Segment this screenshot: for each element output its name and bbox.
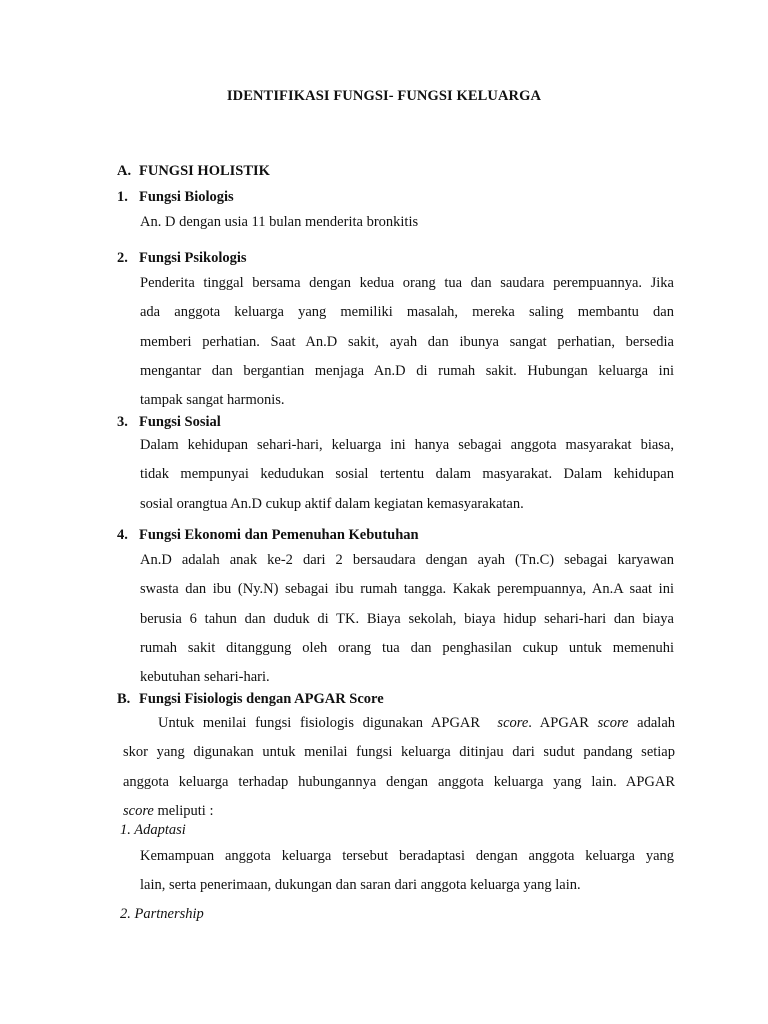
intro-text: . APGAR <box>528 715 589 731</box>
intro-italic-score: score <box>497 715 529 731</box>
intro-text: Untuk menilai fungsi fisiologis digunakan APGAR <box>158 715 481 731</box>
section-a-title: FUNGSI HOLISTIK <box>139 163 270 179</box>
paragraph-line: rumah sakit ditanggung oleh orang tua dan penghasilan cukup untuk memenuhi <box>140 639 674 656</box>
adaptasi-paragraph <box>140 842 674 901</box>
paragraph-line: Penderita tinggal bersama dengan kedua orang tua dan saudara perempuannya. Jika <box>140 275 674 291</box>
item-2-number: 2. <box>117 250 128 266</box>
paragraph-line: swasta dan ibu (Ny.N) sebagai ibu rumah tangga. Kakak perempuannya, An.A saat ini <box>140 581 674 598</box>
intro-text: adalah <box>637 715 676 731</box>
intro-line-4 <box>123 797 675 826</box>
item-3-title: Fungsi Sosial <box>139 414 221 430</box>
item-4-heading <box>117 527 419 544</box>
item-1-heading <box>117 189 234 206</box>
intro-text: meliputi : <box>157 802 214 819</box>
paragraph-line: tampak sangat harmonis. <box>140 392 285 409</box>
item-2-heading <box>117 250 247 267</box>
paragraph-line: Kemampuan anggota keluarga tersebut beradaptasi dengan anggota keluarga yang <box>140 848 674 864</box>
intro-line-3: anggota keluarga terhadap hubungannya dengan anggota keluarga yang lain. APGAR <box>123 773 675 790</box>
paragraph-line: An.D adalah anak ke-2 dari 2 bersaudara dengan ayah (Tn.C) sebagai karyawan <box>140 552 674 568</box>
adaptasi-heading: 1. Adaptasi <box>120 822 186 838</box>
intro-italic-score: score <box>597 715 629 731</box>
intro-italic-score: score <box>123 802 154 819</box>
item-1-title: Fungsi Biologis <box>139 189 234 205</box>
item-4-number: 4. <box>117 527 128 543</box>
item-3-heading <box>117 414 221 431</box>
section-b-label: B. <box>117 691 131 707</box>
paragraph-line: memberi perhatian. Saat An.D sakit, ayah dan ibunya sangat perhatian, bersedia <box>140 333 674 350</box>
paragraph-line: sosial orangtua An.D cukup aktif dalam kegiatan kemasyarakatan. <box>140 495 524 512</box>
paragraph-line: Dalam kehidupan sehari-hari, keluarga ini hanya sebagai anggota masyarakat biasa, <box>140 437 674 453</box>
item-2-title: Fungsi Psikologis <box>139 250 247 266</box>
section-b-title: Fungsi Fisiologis dengan APGAR Score <box>139 691 384 707</box>
intro-line-1 <box>123 709 675 738</box>
item-2-paragraph <box>140 269 674 415</box>
page-title: IDENTIFIKASI FUNGSI- FUNGSI KELUARGA <box>226 88 542 104</box>
item-1-number: 1. <box>117 189 128 205</box>
item-1-text: An. D dengan usia 11 bulan menderita bronkitis <box>140 214 419 230</box>
section-b-intro <box>123 709 675 826</box>
intro-line-2: skor yang digunakan untuk menilai fungsi keluarga ditinjau dari sudut pandang setiap <box>123 744 675 761</box>
item-4-paragraph <box>140 546 674 692</box>
section-b-heading <box>117 691 384 708</box>
paragraph-line: kebutuhan sehari-hari. <box>140 669 270 686</box>
paragraph-line: mengantar dan bergantian menjaga An.D di rumah sakit. Hubungan keluarga ini <box>140 362 674 379</box>
paragraph-line: ada anggota keluarga yang memiliki masalah, mereka saling membantu dan <box>140 304 674 321</box>
item-3-number: 3. <box>117 414 128 430</box>
paragraph-line: lain, serta penerimaan, dukungan dan saran dari anggota keluarga yang lain. <box>140 877 581 894</box>
item-3-paragraph <box>140 431 674 519</box>
paragraph-line: tidak mempunyai kedudukan sosial tertentu dalam masyarakat. Dalam kehidupan <box>140 466 674 483</box>
partnership-heading: 2. Partnership <box>120 906 204 922</box>
item-4-title: Fungsi Ekonomi dan Pemenuhan Kebutuhan <box>139 527 419 543</box>
section-a-heading <box>117 163 270 180</box>
section-a-label: A. <box>117 163 132 179</box>
paragraph-line: berusia 6 tahun dan duduk di TK. Biaya sekolah, biaya hidup sehari-hari dan biaya <box>140 610 674 627</box>
